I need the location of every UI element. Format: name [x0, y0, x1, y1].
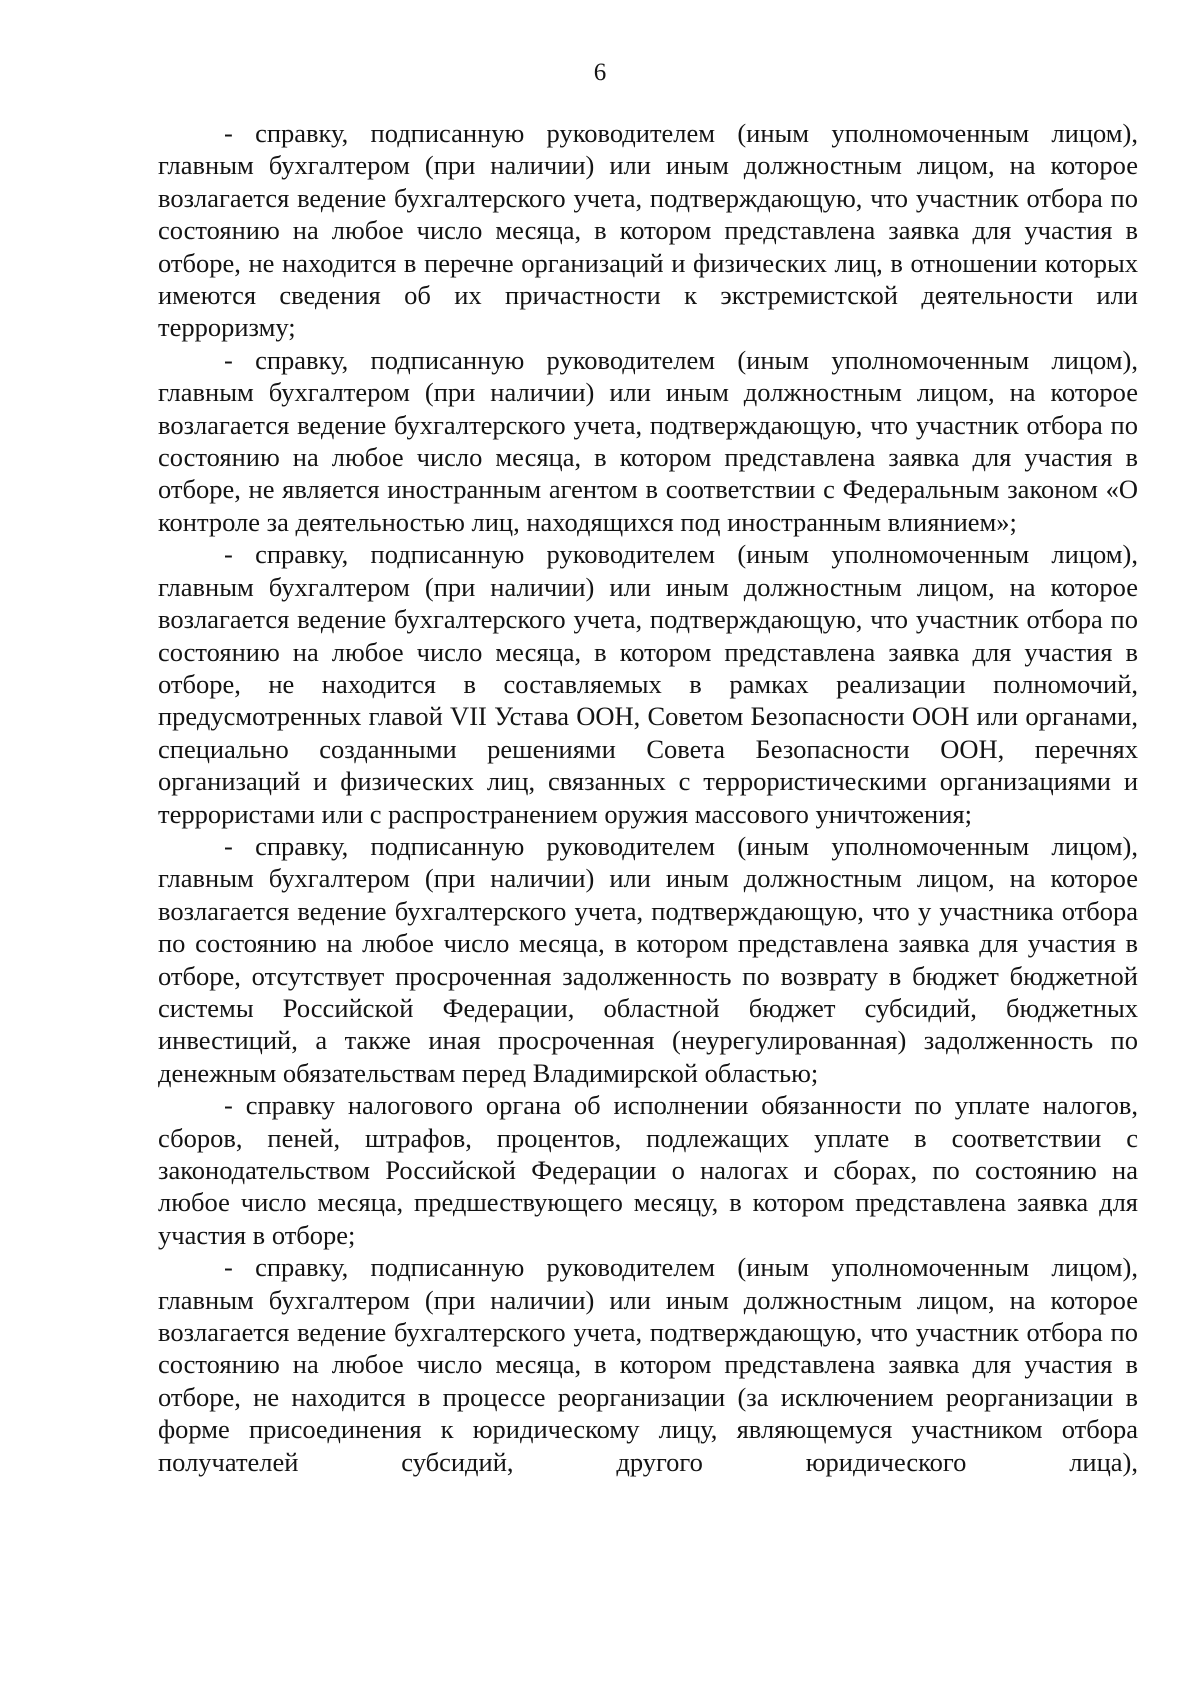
paragraph-un-sanctions-certificate: - справку, подписанную руководителем (иным уполномоченным лицом), главным бухгалтером (при наличии) или иным должностным лицом, на которое возлагается ведение бухгалтерского учета, подтверждающую, что участник отбора по состоянию на любое число месяца, в котором представлена заявка для участия в отборе, не находится в составляемых в рамках реализации полномочий, предусмотренных главой VII Устава ООН, Советом Безопасности ООН или органами, специально созданными решениями Совета Безопасности ООН, перечнях организаций и физических лиц, связанных с террористическими организациями и террористами или с распространением оружия массового уничтожения; — [158, 539, 1138, 829]
paragraph-extremism-certificate: - справку, подписанную руководителем (иным уполномоченным лицом), главным бухгалтером (при наличии) или иным должностным лицом, на которое возлагается ведение бухгалтерского учета, подтверждающую, что участник отбора по состоянию на любое число месяца, в котором представлена заявка для участия в отборе, не находится в перечне организаций и физических лиц, в отношении которых имеются сведения об их причастности к экстремистской деятельности или терроризму; — [158, 118, 1138, 343]
paragraph-foreign-agent-certificate: - справку, подписанную руководителем (иным уполномоченным лицом), главным бухгалтером (при наличии) или иным должностным лицом, на которое возлагается ведение бухгалтерского учета, подтверждающую, что участник отбора по состоянию на любое число месяца, в котором представлена заявка для участия в отборе, не является иностранным агентом в соответствии с Федеральным законом «О контроле за деятельностью лиц, находящихся под иностранным влиянием»; — [158, 344, 1138, 537]
paragraph-overdue-debt-certificate: - справку, подписанную руководителем (иным уполномоченным лицом), главным бухгалтером (при наличии) или иным должностным лицом, на которое возлагается ведение бухгалтерского учета, подтверждающую, что у участника отбора по состоянию на любое число месяца, в котором представлена заявка для участия в отборе, отсутствует просроченная задолженность по возврату в бюджет бюджетной системы Российской Федерации, областной бюджет субсидий, бюджетных инвестиций, а также иная просроченная (неурегулированная) задолженность по денежным обязательствам перед Владимирской областью; — [158, 830, 1138, 1088]
document-body — [158, 117, 1138, 1478]
paragraph-reorganization-certificate: - справку, подписанную руководителем (иным уполномоченным лицом), главным бухгалтером (при наличии) или иным должностным лицом, на которое возлагается ведение бухгалтерского учета, подтверждающую, что участник отбора по состоянию на любое число месяца, в котором представлена заявка для участия в отборе, не находится в процессе реорганизации (за исключением реорганизации в форме присоединения к юридическому лицу, являющемуся участником отбора получателей субсидий, другого юридического лица), — [158, 1252, 1138, 1477]
paragraph-tax-authority-certificate: - справку налогового органа об исполнении обязанности по уплате налогов, сборов, пеней, штрафов, процентов, подлежащих уплате в соответствии с законодательством Российской Федерации о налогах и сборах, по состоянию на любое число месяца, предшествующего месяцу, в котором представлена заявка для участия в отборе; — [158, 1090, 1138, 1250]
page-number: 6 — [593, 59, 607, 86]
